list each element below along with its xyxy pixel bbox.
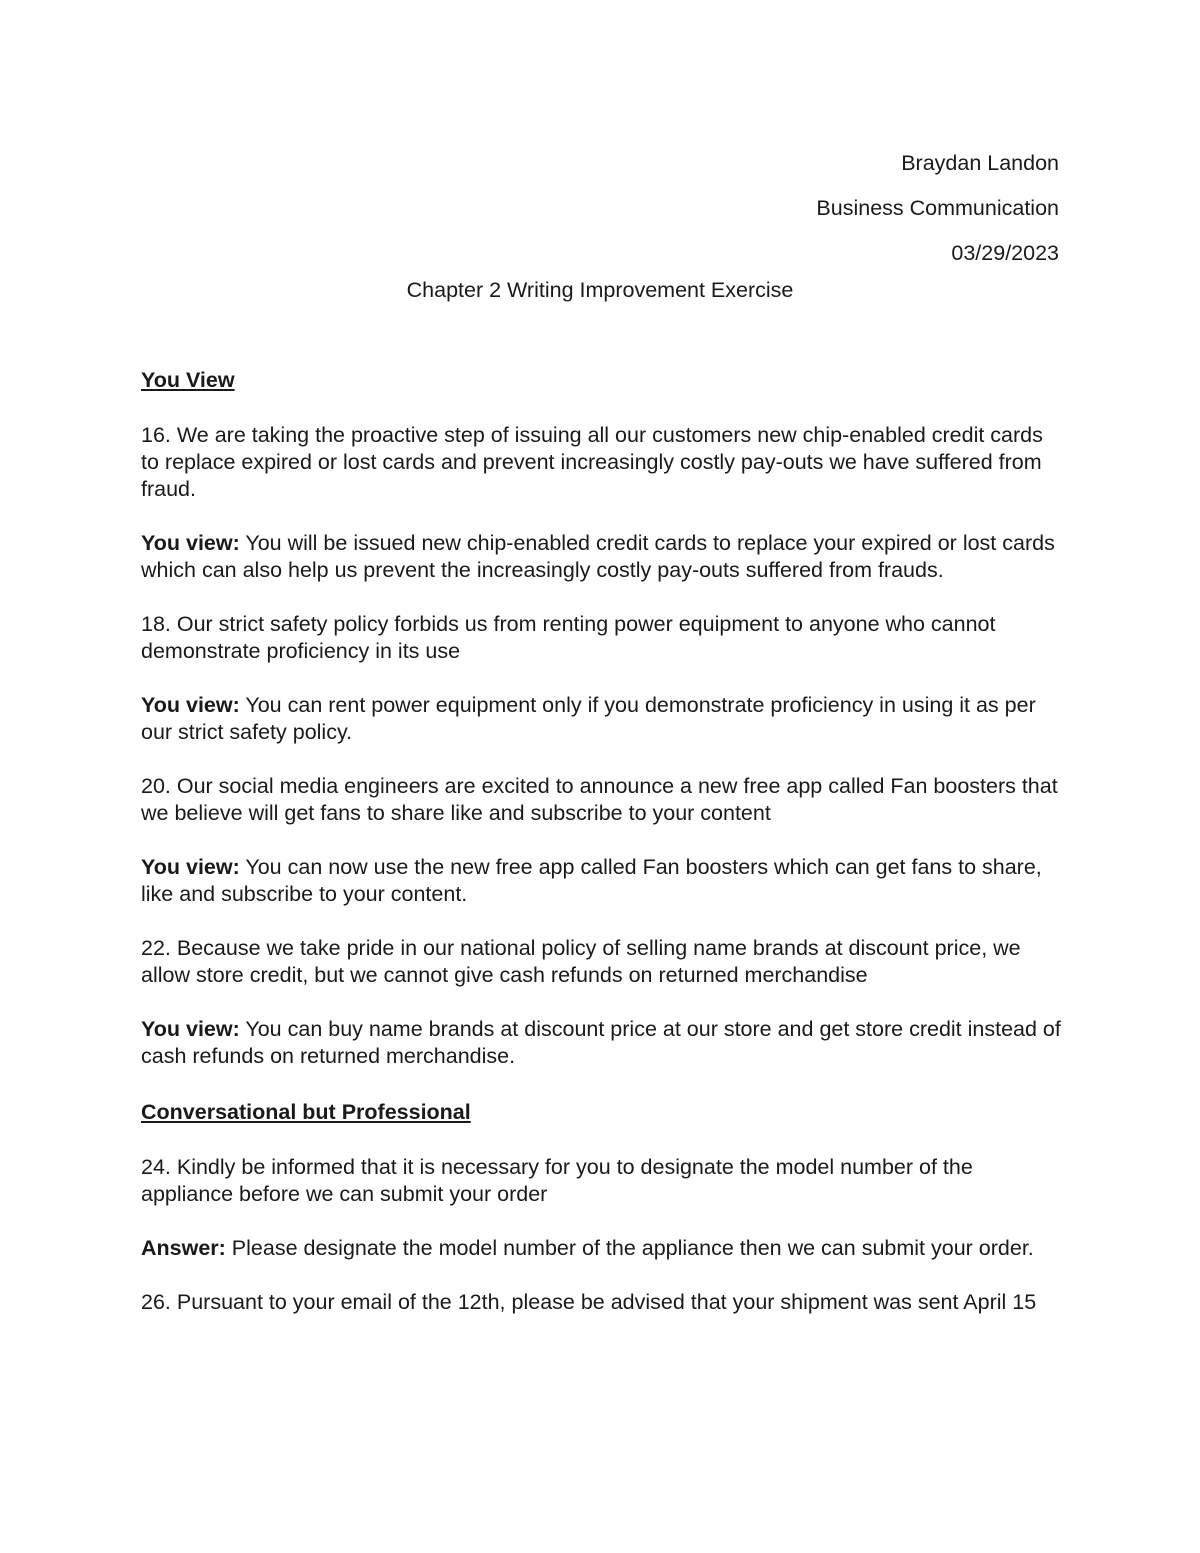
answer-text: You can buy name brands at discount price at our store and get store credit instead of cash refunds on returned merchandise. <box>141 1017 1061 1068</box>
document-title: Chapter 2 Writing Improvement Exercise <box>406 278 794 302</box>
answer-item <box>141 1235 1066 1262</box>
item-text: 24. Kindly be informed that it is necessary for you to designate the model number of the appliance before we can submit your order <box>141 1155 973 1206</box>
author-name: Braydan Landon <box>901 151 1059 175</box>
section-heading: Conversational but Professional <box>141 1100 471 1124</box>
section-you-view <box>141 365 1066 1070</box>
answer-label: You view: <box>141 531 240 555</box>
document-body <box>141 365 1066 1343</box>
exercise-item <box>141 422 1066 503</box>
exercise-item <box>141 935 1066 989</box>
answer-text: Please designate the model number of the appliance then we can submit your order. <box>225 1236 1034 1260</box>
answer-text: You can rent power equipment only if you demonstrate proficiency in using it as per our strict safety policy. <box>141 693 1036 744</box>
item-text: 20. Our social media engineers are excited to announce a new free app called Fan boosters that we believe will get fans to share like and subscribe to your content <box>141 774 1058 825</box>
section-heading: You View <box>141 368 235 392</box>
item-text: 18. Our strict safety policy forbids us from renting power equipment to anyone who cannot demonstrate proficiency in its use <box>141 612 996 663</box>
course-name: Business Communication <box>816 196 1059 220</box>
item-text: 22. Because we take pride in our national policy of selling name brands at discount price, we allow store credit, but we cannot give cash refunds on returned merchandise <box>141 936 1021 987</box>
item-text: 16. We are taking the proactive step of issuing all our customers new chip-enabled credit cards to replace expired or lost cards and prevent increasingly costly pay-outs we have suffered from fraud. <box>141 423 1043 501</box>
exercise-item <box>141 611 1066 665</box>
item-text: 26. Pursuant to your email of the 12th, please be advised that your shipment was sent April 15 <box>141 1290 1037 1314</box>
answer-text: You can now use the new free app called Fan boosters which can get fans to share, like and subscribe to your content. <box>141 855 1042 906</box>
answer-text: You will be issued new chip-enabled credit cards to replace your expired or lost cards which can also help us prevent the increasingly costly pay-outs suffered from frauds. <box>141 531 1055 582</box>
document-date: 03/29/2023 <box>951 241 1059 265</box>
answer-item <box>141 692 1066 746</box>
answer-label: Answer: <box>141 1236 226 1260</box>
exercise-item <box>141 1154 1066 1208</box>
section-conversational <box>141 1097 1066 1316</box>
answer-label: You view: <box>141 855 240 879</box>
answer-label: You view: <box>141 693 240 717</box>
author-header <box>816 141 1059 276</box>
answer-item <box>141 854 1066 908</box>
answer-item <box>141 530 1066 584</box>
answer-item <box>141 1016 1066 1070</box>
exercise-item <box>141 773 1066 827</box>
exercise-item <box>141 1289 1066 1316</box>
answer-label: You view: <box>141 1017 240 1041</box>
